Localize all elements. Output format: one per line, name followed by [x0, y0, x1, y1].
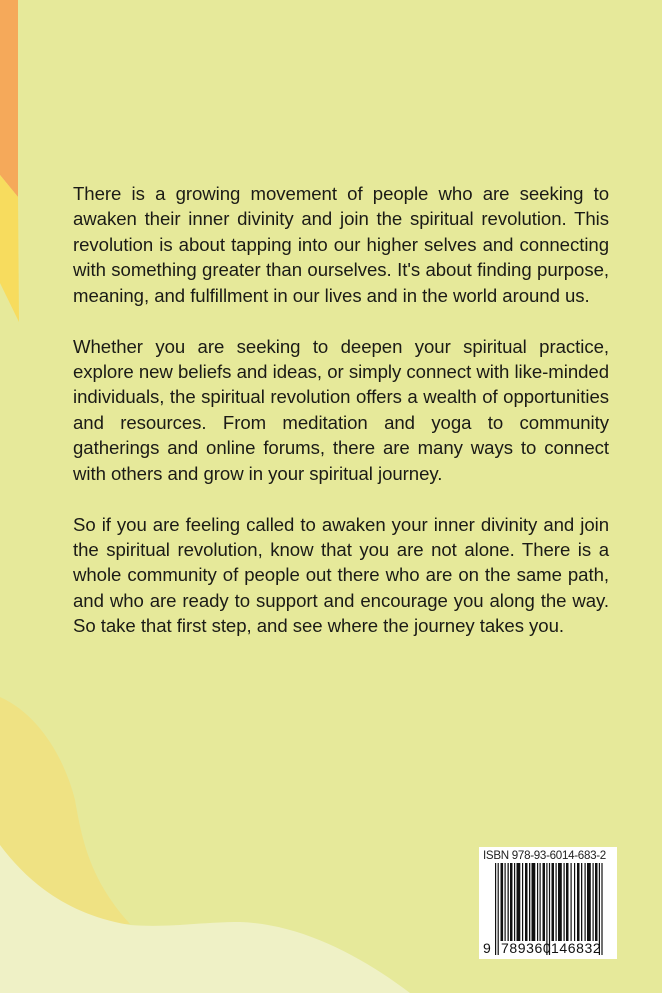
barcode-digit-first: 9	[483, 940, 491, 956]
isbn-barcode	[479, 847, 617, 959]
blurb-paragraph-3: So if you are feeling called to awaken your inner divinity and join the spiritual revolution, know that you are not alone. There is a whole community of people out there who are on the same path, and who are ready to support and encourage you along the way. So take that first step, and see where the journey takes you.	[73, 513, 609, 637]
back-cover-blurb	[73, 181, 609, 664]
barcode-digits-right: 146832	[551, 940, 602, 956]
orange-strip-shape	[0, 0, 18, 197]
yellow-strip-shape	[0, 175, 19, 322]
yellow-blob-shape	[0, 697, 130, 924]
blurb-paragraph-2: Whether you are seeking to deepen your spiritual practice, explore new beliefs and ideas, or simply connect with like-minded individuals, the spiritual revolution offers a wealth of opportunities and resources. From meditation and yoga to community gatherings and online forums, there are many ways to connect with others and grow in your spiritual journey.	[73, 335, 609, 484]
cream-wave-shape	[0, 845, 410, 993]
isbn-label: ISBN 978-93-6014-683-2	[483, 849, 606, 862]
blurb-paragraph-1: There is a growing movement of people who are seeking to awaken their inner divinity and join the spiritual revolution. This revolution is about tapping into our higher selves and connecting with something greater than ourselves. It's about finding purpose, meaning, and fulfillment in our lives and in the world around us.	[73, 183, 609, 306]
barcode-digits-left: 789360	[501, 940, 552, 956]
